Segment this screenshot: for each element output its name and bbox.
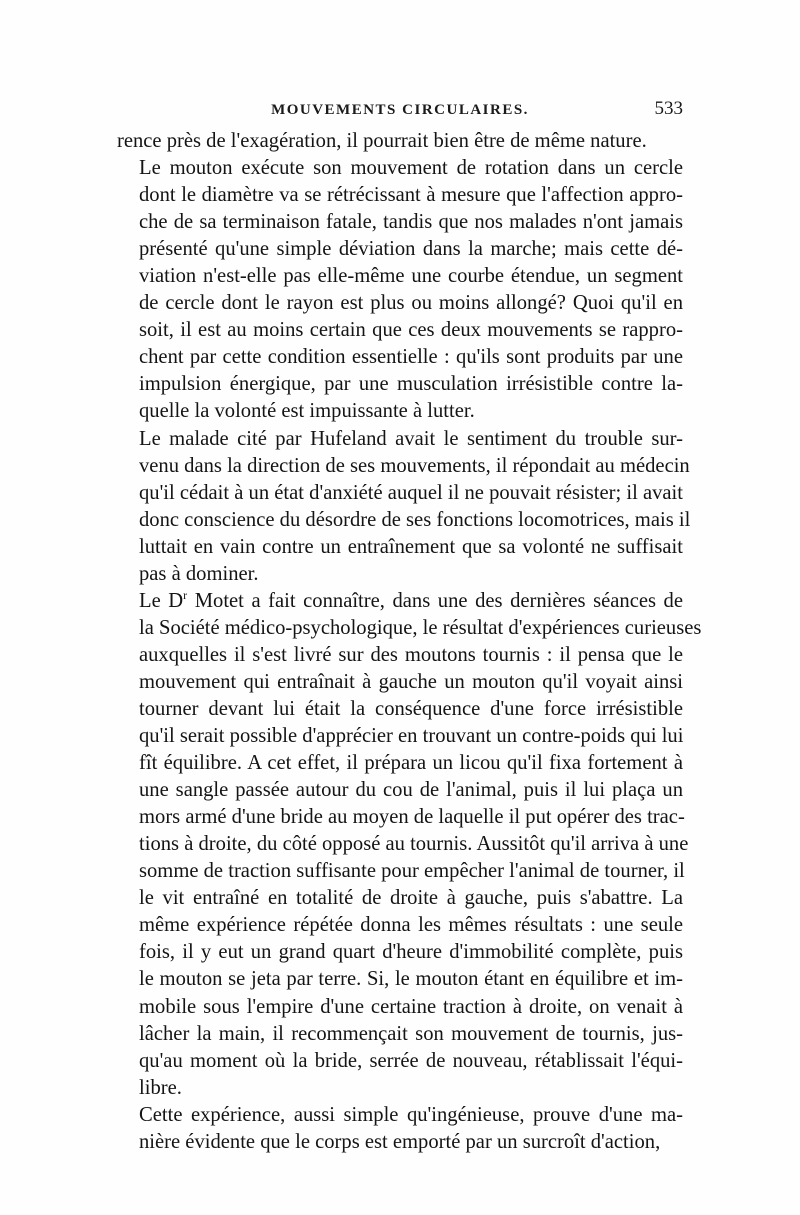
- text-line: luttait en vain contre un entraînement que sa volonté ne suffisait: [139, 535, 683, 558]
- text-line: nière évidente que le corps est emporté par un surcroît d'action,: [139, 1130, 661, 1153]
- text-line: pas à dominer.: [139, 562, 259, 585]
- text-line: venu dans la direction de ses mouvements, il répondait au médecin: [139, 454, 690, 477]
- text-line: qu'au moment où la bride, serrée de nouveau, rétablissait l'équi-: [139, 1049, 683, 1072]
- text-line: même expérience répétée donna les mêmes résultats : une seule: [139, 914, 683, 937]
- text-line: fois, il y eut un grand quart d'heure d'immobilité complète, puis: [139, 941, 683, 964]
- text-line: mors armé d'une bride au moyen de laquelle il put opérer des trac-: [139, 806, 685, 829]
- text-line: soit, il est au moins certain que ces deux mouvements se rappro-: [139, 319, 683, 342]
- text-line: somme de traction suffisante pour empêcher l'animal de tourner, il: [139, 860, 685, 883]
- paragraph: [117, 128, 683, 155]
- text-line: mobile sous l'empire d'une certaine traction à droite, on venait à: [139, 995, 683, 1018]
- text-line: Cette expérience, aussi simple qu'ingénieuse, prouve d'une ma-: [139, 1103, 683, 1126]
- text-line: rence près de l'exagération, il pourrait bien être de même nature.: [117, 130, 647, 152]
- text-line: impulsion énergique, par une musculation irrésistible contre la-: [139, 373, 683, 396]
- text-line: qu'il cédait à un état d'anxiété auquel il ne pouvait résister; il avait: [139, 481, 683, 504]
- text-line: la Société médico-psychologique, le résultat d'expériences curieuses: [139, 616, 702, 639]
- text-line: quelle la volonté est impuissante à lutter.: [139, 400, 475, 423]
- text-line: libre.: [139, 1076, 182, 1099]
- text-line: le vit entraîné en totalité de droite à gauche, puis s'abattre. La: [139, 887, 683, 910]
- text-line: mouvement qui entraînait à gauche un mouton qu'il voyait ainsi: [139, 670, 683, 693]
- running-title: MOUVEMENTS CIRCULAIRES.: [271, 102, 529, 118]
- text-line: lâcher la main, il recommençait son mouvement de tournis, jus-: [139, 1022, 683, 1045]
- text-line: présenté qu'une simple déviation dans la marche; mais cette dé-: [139, 238, 683, 261]
- text-line: Le malade cité par Hufeland avait le sentiment du trouble sur-: [139, 427, 683, 450]
- text-line: Le mouton exécute son mouvement de rotation dans un cercle: [139, 157, 683, 180]
- text-line: donc conscience du désordre de ses fonctions locomotrices, mais il: [139, 508, 691, 531]
- text-line: qu'il serait possible d'apprécier en trouvant un contre-poids qui lui: [139, 725, 684, 748]
- paragraph: [117, 1102, 683, 1156]
- text-line: Le $D^r$ Motet a fait connaître, dans une des dernières séances de: [139, 587, 683, 612]
- text-line: tourner devant lui était la conséquence d'une force irrésistible: [139, 697, 683, 720]
- page-number: 533: [654, 98, 683, 119]
- text-line: de cercle dont le rayon est plus ou moins allongé? Quoi qu'il en: [139, 292, 683, 315]
- paragraph: [117, 587, 702, 1102]
- text-line: une sangle passée autour du cou de l'animal, puis il lui plaça un: [139, 779, 683, 802]
- text-line: che de sa terminaison fatale, tandis que nos malades n'ont jamais: [139, 211, 683, 234]
- paragraph: [117, 426, 691, 588]
- body-text: [117, 128, 702, 1156]
- text-line: tions à droite, du côté opposé au tournis. Aussitôt qu'il arriva à une: [139, 833, 689, 856]
- page-header: [117, 98, 683, 122]
- paragraph: [117, 155, 683, 425]
- text-line: dont le diamètre va se rétrécissant à mesure que l'affection appro-: [139, 184, 683, 207]
- text-line: viation n'est-elle pas elle-même une courbe étendue, un segment: [139, 265, 683, 288]
- text-line: auxquelles il s'est livré sur des moutons tournis : il pensa que le: [139, 643, 683, 666]
- text-line: le mouton se jeta par terre. Si, le mouton étant en équilibre et im-: [139, 968, 683, 991]
- text-line: fît équilibre. A cet effet, il prépara un licou qu'il fixa fortement à: [139, 752, 683, 775]
- text-line: chent par cette condition essentielle : qu'ils sont produits par une: [139, 346, 683, 369]
